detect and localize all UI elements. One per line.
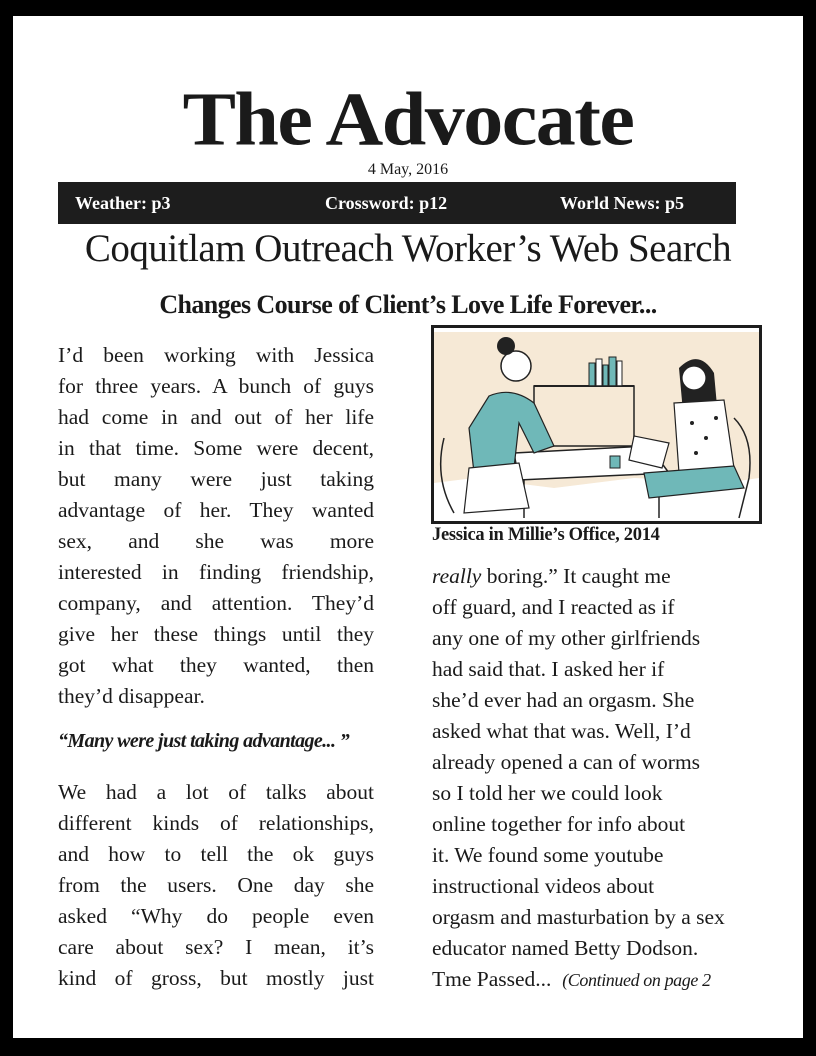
text-line: but many were just taking	[58, 467, 374, 491]
nav-item-world-news[interactable]: World News: p5	[560, 193, 685, 213]
text-line: I’d been working with Jessica	[58, 343, 374, 367]
text-line: for three years. A bunch of guys	[58, 374, 374, 398]
text-line: off guard, and I reacted as if	[432, 595, 675, 619]
text-line	[432, 561, 756, 592]
text-line: interested in finding friendship,	[58, 560, 374, 584]
text-line: got what they wanted, then	[58, 653, 374, 677]
text-line: sex, and she was more	[58, 529, 374, 553]
article-illustration	[431, 325, 762, 524]
text-line: different kinds of relationships,	[58, 811, 374, 835]
right-paragraph	[432, 561, 756, 996]
pull-quote: “Many were just taking advantage... ”	[58, 730, 350, 752]
left-paragraph-2	[58, 777, 374, 994]
text-fragment: Tme Passed...	[432, 967, 552, 991]
text-line: give her these things until they	[58, 622, 374, 646]
section-index-bar	[58, 182, 736, 224]
nav-item-crossword[interactable]: Crossword: p12	[325, 193, 448, 213]
left-paragraph-1	[58, 340, 374, 712]
text-line: company, and attention. They’d	[58, 591, 374, 615]
text-line: kind of gross, but mostly just	[58, 966, 374, 990]
text-line: they’d disappear.	[58, 684, 205, 708]
text-line: educator named Betty Dodson.	[432, 936, 699, 960]
emphasized-word: really	[432, 564, 482, 588]
masthead-title: The Advocate	[182, 78, 634, 162]
text-line: and how to tell the ok guys	[58, 842, 374, 866]
article-subheadline: Changes Course of Client’s Love Life Forever...	[159, 290, 657, 319]
text-line: it. We found some youtube	[432, 843, 664, 867]
text-line: instructional videos about	[432, 874, 655, 898]
text-line: already opened a can of worms	[432, 750, 701, 774]
illustration-two-women-at-desk-icon	[434, 328, 759, 521]
text-line: online together for info about	[432, 812, 686, 836]
nav-item-weather[interactable]: Weather: p3	[75, 193, 171, 213]
illustration-caption: Jessica in Millie’s Office, 2014	[432, 525, 660, 545]
text-line: had said that. I asked her if	[432, 657, 665, 681]
continued-link[interactable]: (Continued on page 2	[562, 970, 711, 990]
text-line: from the users. One day she	[58, 873, 374, 897]
article-headline: Coquitlam Outreach Worker’s Web Search	[84, 227, 732, 270]
text-line: asked “Why do people even	[58, 904, 374, 928]
text-line: asked what that was. Well, I’d	[432, 719, 691, 743]
text-line: had come in and out of her life	[58, 405, 374, 429]
text-line: orgasm and masturbation by a sex	[432, 905, 725, 929]
text-line: care about sex? I mean, it’s	[58, 935, 374, 959]
text-line: any one of my other girlfriends	[432, 626, 701, 650]
text-line: in that time. Some were decent,	[58, 436, 374, 460]
text-line: We had a lot of talks about	[58, 780, 374, 804]
text-fragment: boring.” It caught me	[481, 564, 671, 588]
text-line	[432, 964, 756, 996]
issue-date: 4 May, 2016	[367, 161, 449, 178]
text-line: so I told her we could look	[432, 781, 663, 805]
newspaper-page	[13, 16, 803, 1038]
text-line: she’d ever had an orgasm. She	[432, 688, 695, 712]
text-line: advantage of her. They wanted	[58, 498, 374, 522]
